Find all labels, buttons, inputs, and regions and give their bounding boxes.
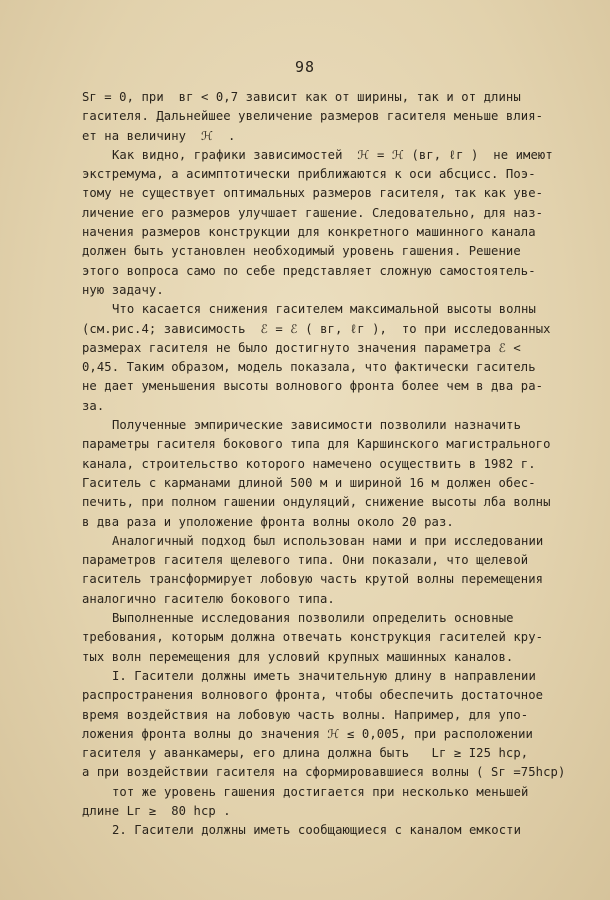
text-line: тому не существует оптимальных размеров гасителя, так как уве- [82,186,544,201]
text-line: Как видно, графики зависимостей ℋ = ℋ (вг, ℓг ) не имеют [112,147,553,162]
text-line: Выполненные исследования позволили определить основные [112,611,514,626]
page-number: 98 [294,58,316,76]
text-line: Полученные эмпирические зависимости позволили назначить [112,418,522,433]
text-line: этого вопроса само по себе представляет сложную самостоятель- [82,263,536,278]
text-line: гаситель трансформирует лобовую часть крутой волны перемещения [82,572,544,587]
text-line: 0,45. Таким образом, модель показала, что фактически гаситель [82,360,536,375]
text-line: тых волн перемещения для условий крупных машинных каналов. [82,649,514,664]
text-line: гасителя у аванкамеры, его длина должна быть Lг ≥ I25 hср, [82,746,529,761]
text-line: печить, при полном гашении ондуляций, снижение высоты лба волны [82,495,551,510]
text-line: (см.рис.4; зависимость ℰ = ℰ ( вг, ℓг ), то при исследованных [82,321,551,336]
text-line: ную задачу. [82,282,164,297]
text-line: Аналогичный подход был использован нами и при исследовании [112,533,544,548]
text-line: должен быть установлен необходимый уровень гашения. Решение [82,244,521,259]
text-line: параметры гасителя бокового типа для Каршинского магистрального [82,437,551,452]
text-line: ложения фронта волны до значения ℋ ≤ 0,005, при расположении [82,726,533,741]
text-line: 2. Гасители должны иметь сообщающиеся с каналом емкости [112,823,522,838]
text-line: время воздействия на лобовую часть волны. Например, для упо- [82,707,529,722]
text-line: аналогично гасителю бокового типа. [82,591,335,606]
text-line: Sг = 0, при вг < 0,7 зависит как от ширины, так и от длины [82,90,521,104]
text-line: требования, которым должна отвечать конструкция гасителей кру- [82,630,544,645]
text-line: начения размеров конструкции для конкретного машинного канала [82,225,536,240]
text-line: личение его размеров улучшает гашение. Следовательно, для наз- [82,205,544,220]
text-line: параметров гасителя щелевого типа. Они показали, что щелевой [82,553,529,568]
text-line: ет на величину ℋ . [82,128,236,143]
text-line: длине Lг ≥ 80 hср . [82,803,231,818]
text-line: распространения волнового фронта, чтобы обеспечить достаточное [82,688,544,703]
text-line: Что касается снижения гасителем максимальной высоты волны [112,302,536,317]
text-line: гасителя. Дальнейшее увеличение размеров гасителя меньше влия- [82,109,544,124]
body-text [82,88,572,841]
text-line: а при воздействии гасителя на сформировавшиеся волны ( Sг =75hср) [82,765,566,780]
text-line: канала, строительство которого намечено осуществить в 1982 г. [82,456,536,471]
text-line: не дает уменьшения высоты волнового фронта более чем в два ра- [82,379,544,394]
text-line: I. Гасители должны иметь значительную длину в направлении [112,668,536,683]
text-line: размерах гасителя не было достигнуто значения параметра ℰ < [82,340,521,355]
text-line: тот же уровень гашения достигается при несколько меньшей [112,784,529,799]
text-line: экстремума, а асимптотически приближаются к оси абсцисс. Поэ- [82,167,536,182]
text-line: в два раза и уположение фронта волны около 20 раз. [82,514,454,529]
text-line: за. [82,398,105,413]
text-line: Гаситель с карманами длиной 500 м и шириной 16 м должен обес- [82,475,536,490]
